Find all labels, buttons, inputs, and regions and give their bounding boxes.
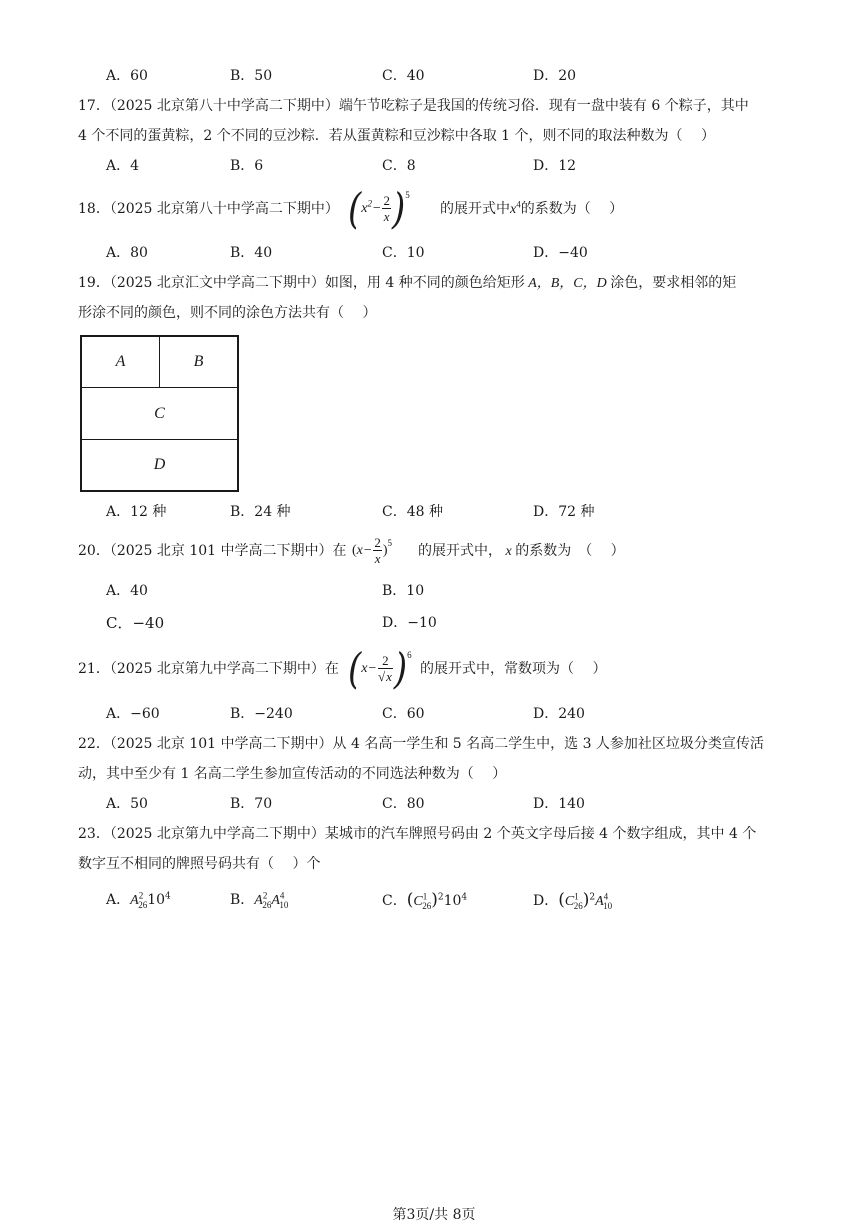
q20-x: x xyxy=(502,544,516,559)
q21-option-b: B．−240 xyxy=(230,706,293,722)
q21-expression: (x− $\frac{2}{√x}$ )$^6$ xyxy=(348,643,412,694)
q19-option-a: A．12 种 xyxy=(106,504,167,520)
q20-stem-suffix: 的展开式中， x 的系数为 （ ） xyxy=(418,543,625,559)
rect-c: C xyxy=(81,387,238,440)
q22-option-d: D．140 xyxy=(533,796,585,812)
q20-stem-prefix: 20．（2025 北京 101 中学高二下期中）在 xyxy=(78,543,347,559)
page-footer: 第3页/共 8页 xyxy=(392,1207,476,1223)
q18-expression: ($x^2-$ $\frac{2}{x}$ )$^5$ xyxy=(348,183,410,234)
q21-option-a: A．−60 xyxy=(106,706,160,722)
q22-option-a: A．50 xyxy=(106,796,148,812)
rect-b: B xyxy=(159,336,238,388)
q19-option-d: D．72 种 xyxy=(533,504,595,520)
q21-option-c: C．60 xyxy=(382,706,425,722)
q22-option-b: B．70 xyxy=(230,796,273,812)
q17-stem-line2: 4 个不同的蛋黄粽，2 个不同的豆沙粽．若从蛋黄粽和豆沙粽中各取 1 个，则不同的取法种数为（ ） xyxy=(78,128,715,144)
q16-option-c: C．40 xyxy=(382,68,425,84)
q17-option-b: B．6 xyxy=(230,158,264,174)
q18-stem-prefix: 18．（2025 北京第八十中学高二下期中） xyxy=(78,201,339,217)
q20-option-a: A．40 xyxy=(106,583,148,599)
q19-stem-line1: 19．（2025 北京汇文中学高二下期中）如图，用 4 种不同的颜色给矩形 A，B，C，D 涂色，要求相邻的矩 xyxy=(78,275,737,291)
q18-option-b: B．40 xyxy=(230,245,273,261)
q19-rect-labels: A，B，C，D xyxy=(524,276,611,291)
q20-option-c: C．−40 xyxy=(106,614,165,632)
q19-stem-line2: 形涂不同的颜色，则不同的涂色方法共有（ ） xyxy=(78,305,377,321)
q16-option-d: D．20 xyxy=(533,68,577,84)
q20-expression: (x− $\frac{2}{x}$ )$^5$ xyxy=(352,535,393,567)
q16-option-b: B．50 xyxy=(230,68,273,84)
q17-stem-line1: 17．（2025 北京第八十中学高二下期中）端午节吃粽子是我国的传统习俗．现有一盘中装有 6 个粽子，其中 xyxy=(78,98,749,114)
q22-stem-line1: 22．（2025 北京 101 中学高二下期中）从 4 名高一学生和 5 名高二学生中，选 3 人参加社区垃圾分类宣传活 xyxy=(78,736,764,752)
q20-option-b: B．10 xyxy=(382,583,425,599)
q22-stem-line2: 动，其中至少有 1 名高二学生参加宣传活动的不同选法种数为（ ） xyxy=(78,766,507,782)
q16-option-a: A．60 xyxy=(106,68,148,84)
q18-option-a: A．80 xyxy=(106,245,148,261)
q21-option-d: D．240 xyxy=(533,706,585,722)
q18-x4: $x^4$ xyxy=(510,199,521,217)
q19-option-b: B．24 种 xyxy=(230,504,291,520)
q18-option-c: C．10 xyxy=(382,245,425,261)
q21-stem-suffix: 的展开式中，常数项为（ ） xyxy=(420,661,607,677)
rect-d: D xyxy=(81,439,238,491)
q23-stem-line1: 23．（2025 北京第九中学高二下期中）某城市的汽车牌照号码由 2 个英文字母后接 4 个数字组成，其中 4 个 xyxy=(78,826,757,842)
q17-option-a: A．4 xyxy=(106,158,140,174)
q23-stem-line2: 数字互不相同的牌照号码共有（ ）个 xyxy=(78,856,321,872)
q23-option-b: B．$A^2_{26}A^4_{10}$ xyxy=(230,890,289,910)
rect-a: A xyxy=(81,336,160,388)
q20-option-d: D．−10 xyxy=(382,615,437,631)
q23-option-a: A．$A^2_{26}10^4$ xyxy=(106,890,171,910)
q22-option-c: C．80 xyxy=(382,796,425,812)
q17-option-c: C．8 xyxy=(382,158,416,174)
q18-stem-suffix: 的展开式中$x^4$的系数为（ ） xyxy=(440,199,624,217)
q23-option-d: D．$(C^1_{26})^2A^4_{10}$ xyxy=(533,890,613,911)
q23-option-c: C．$(C^1_{26})^210^4$ xyxy=(382,890,468,911)
q19-option-c: C．48 种 xyxy=(382,504,443,520)
q21-stem-prefix: 21．（2025 北京第九中学高二下期中）在 xyxy=(78,661,339,677)
q18-option-d: D．−40 xyxy=(533,245,588,261)
q19-figure xyxy=(80,335,239,492)
q17-option-d: D．12 xyxy=(533,158,577,174)
